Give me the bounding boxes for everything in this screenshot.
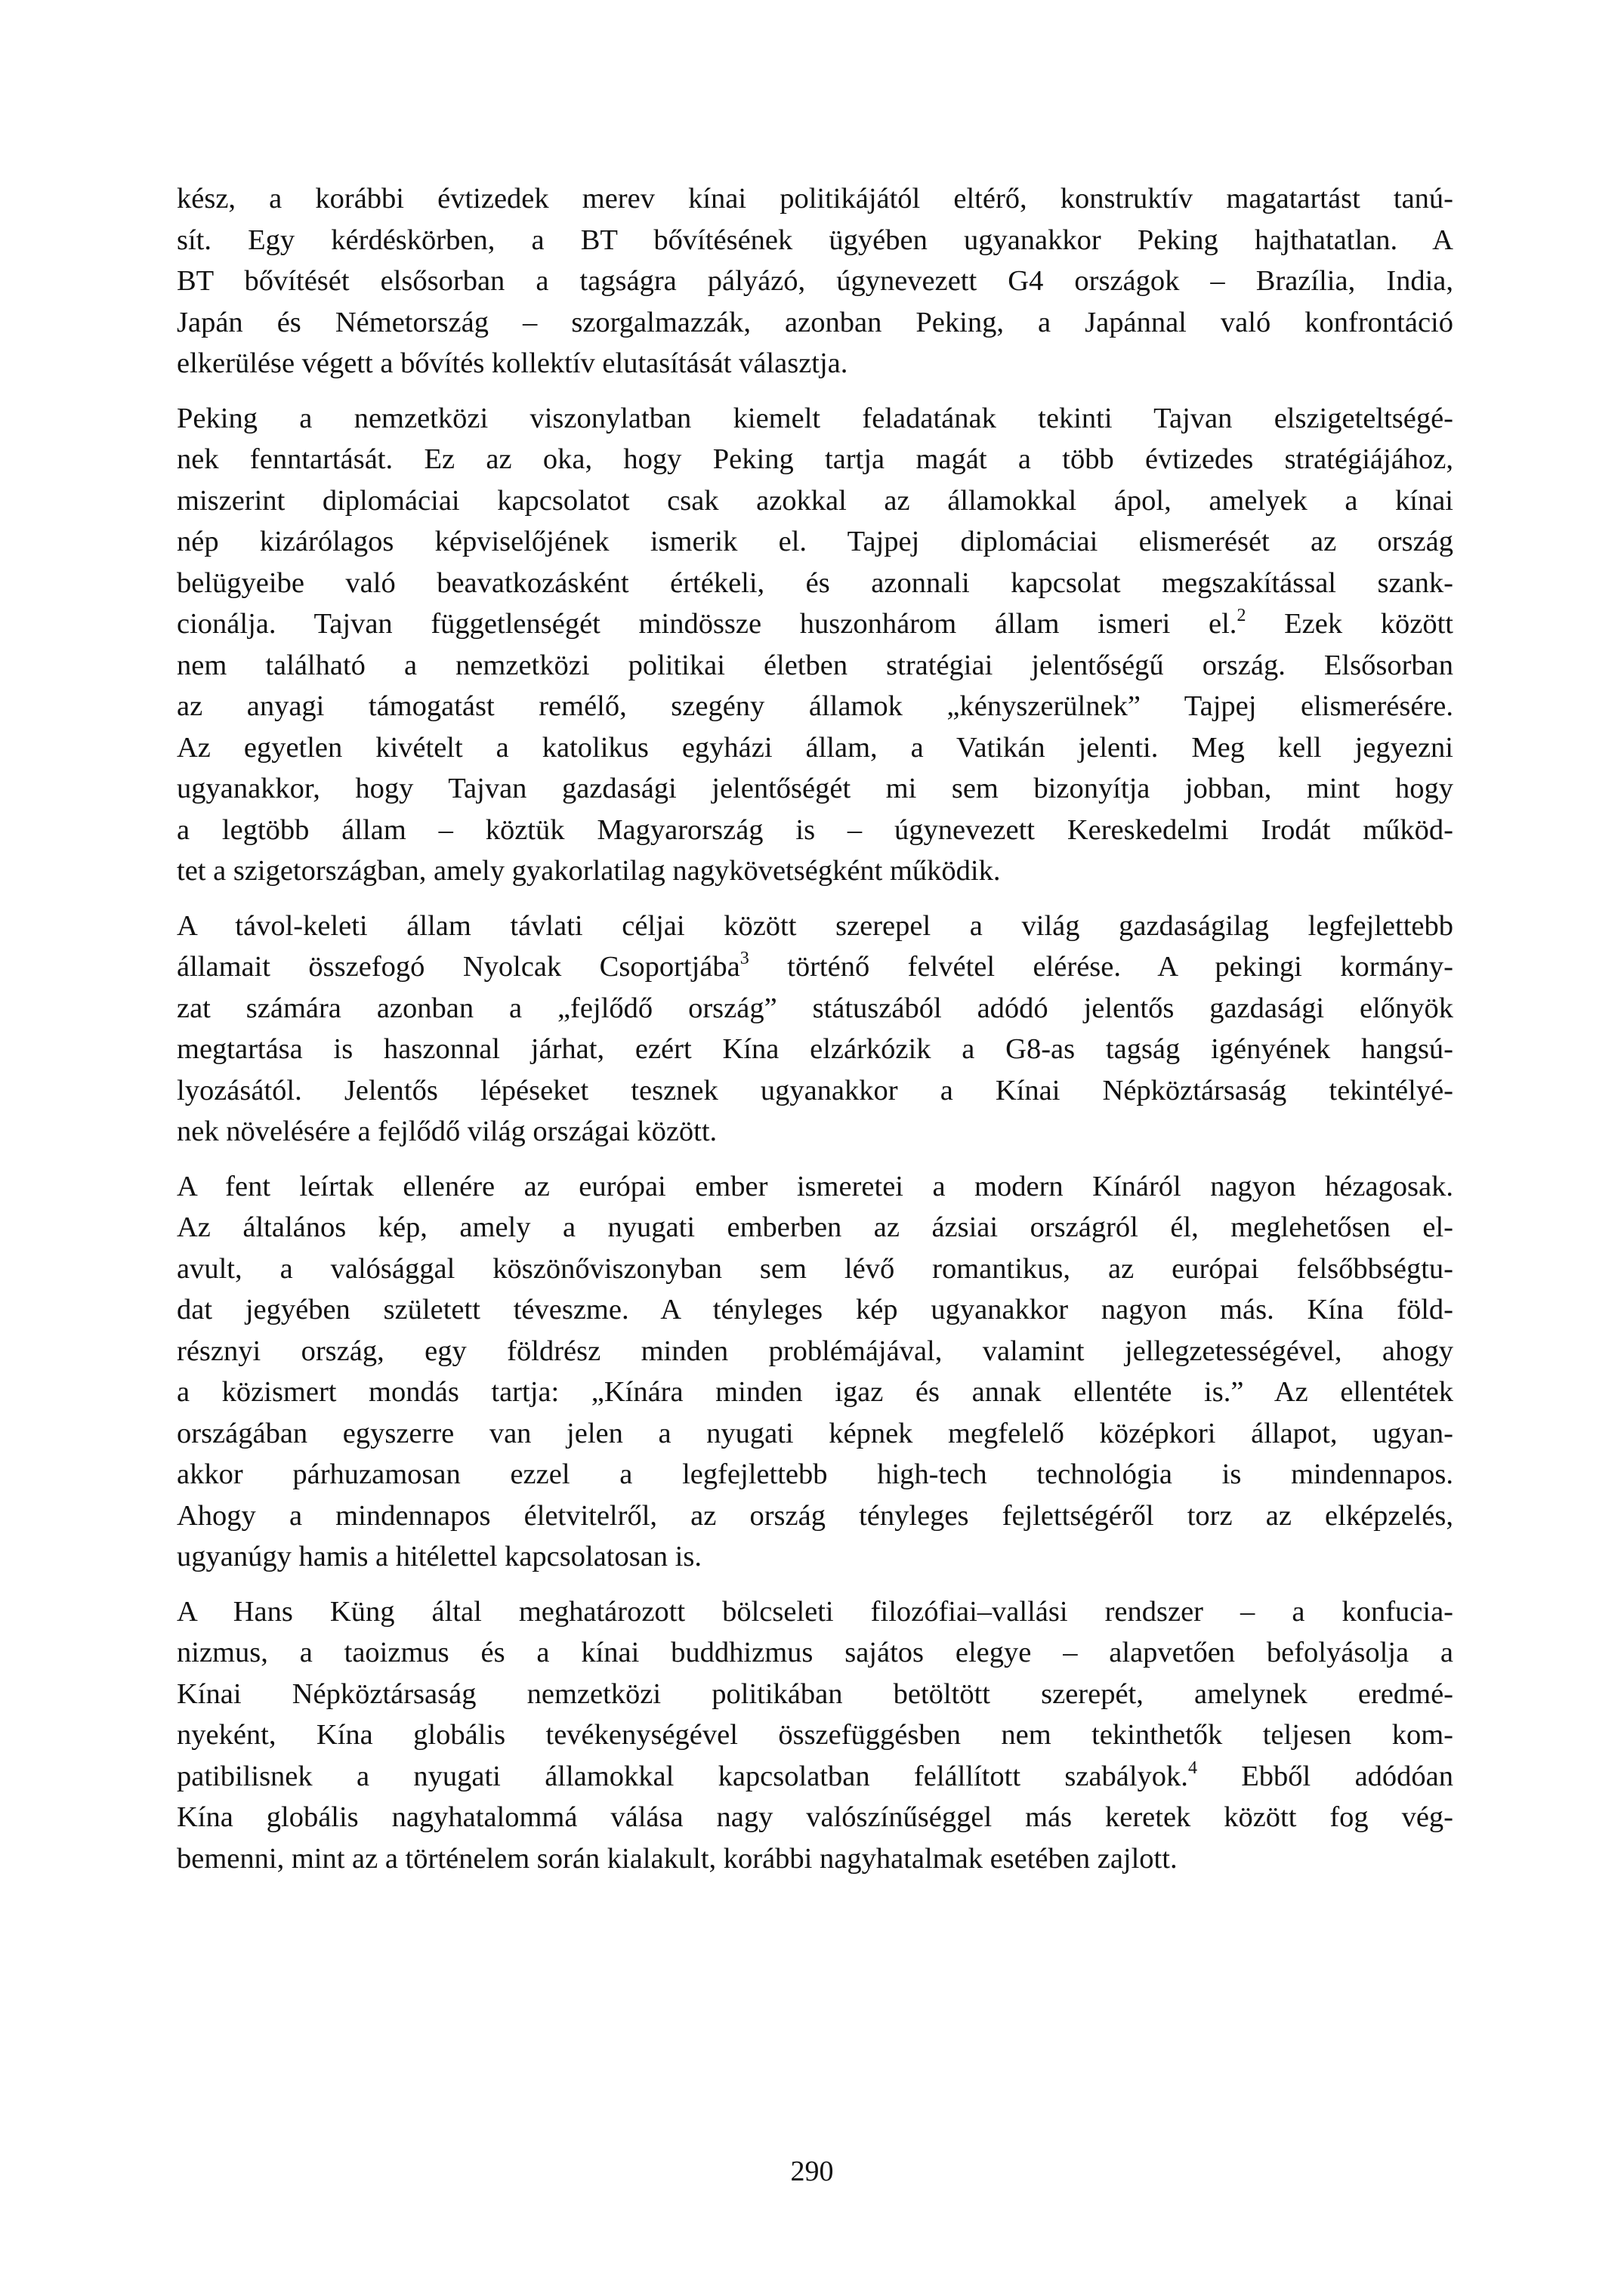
text-line: nyeként, Kína globális tevékenységével összefüggésben nem tekinthetők teljesen kom- xyxy=(177,1719,1453,1751)
text-line: megtartása is haszonnal járhat, ezért Kína elzárkózik a G8-as tagság igényének hangsú- xyxy=(177,1033,1453,1065)
text-line: országában egyszerre van jelen a nyugati képnek megfelelő középkori állapot, ugyan- xyxy=(177,1417,1453,1449)
paragraph-2 xyxy=(177,398,1453,892)
text-line: A távol-keleti állam távlati céljai között szerepel a világ gazdaságilag legfejlettebb xyxy=(177,909,1453,942)
text-line: bemenni, mint az a történelem során kialakult, korábbi nagyhatalmak esetében zajlott. xyxy=(177,1842,1178,1875)
footnote-ref-4[interactable]: 4 xyxy=(1187,1758,1197,1778)
footnote-ref-3[interactable]: 3 xyxy=(739,949,749,968)
text-line: nek fenntartását. Ez az oka, hogy Peking tartja magát a több évtizedes stratégiájához, xyxy=(177,443,1453,475)
text-line: Az egyetlen kivételt a katolikus egyházi állam, a Vatikán jelenti. Meg kell jegyezni xyxy=(177,731,1453,764)
footnote-ref-2[interactable]: 2 xyxy=(1237,606,1246,625)
paragraph-3 xyxy=(177,906,1453,1153)
text-line: zat számára azonban a „fejlődő ország” státuszából adódó jelentős gazdasági előnyök xyxy=(177,992,1453,1024)
text-line: Kína globális nagyhatalommá válása nagy valószínűséggel más keretek között fog vég- xyxy=(177,1801,1453,1833)
text-line: nép kizárólagos képviselőjének ismerik el. Tajpej diplomáciai elismerését az ország xyxy=(177,526,1453,557)
body-text xyxy=(177,178,1453,1893)
text-line: a közismert mondás tartja: „Kínára minden igaz és annak ellentéte is.” Az ellentétek xyxy=(177,1376,1453,1408)
text-line: Kínai Népköztársaság nemzetközi politikában betöltött szerepét, amelynek eredmé- xyxy=(177,1677,1453,1710)
paragraph-5 xyxy=(177,1591,1453,1880)
text-line xyxy=(177,1756,1453,1798)
text-segment: Ebből adódóan xyxy=(1196,1760,1453,1792)
text-segment: cionálja. Tajvan függetlenségét mindössze huszonhárom állam ismeri el. xyxy=(177,608,1237,640)
text-line: résznyi ország, egy földrész minden problémájával, valamint jellegzetességével, ahogy xyxy=(177,1335,1453,1367)
text-line: Az általános kép, amely a nyugati emberben az ázsiai országról él, meglehetősen el- xyxy=(177,1211,1453,1243)
text-segment: Ezek között xyxy=(1246,608,1453,640)
text-line: A fent leírtak ellenére az európai ember ismeretei a modern Kínáról nagyon hézagosak. xyxy=(177,1170,1453,1202)
text-line: ugyanakkor, hogy Tajvan gazdasági jelentőségét mi sem bizonyítja jobban, mint hogy xyxy=(177,773,1453,804)
text-segment: patibilisnek a nyugati államokkal kapcsolatban felállított szabályok. xyxy=(177,1760,1188,1792)
text-line: avult, a valósággal köszönőviszonyban sem lévő romantikus, az európai felsőbbségtu- xyxy=(177,1252,1453,1285)
text-line: nem található a nemzetközi politikai életben stratégiai jelentőségű ország. Elsősorban xyxy=(177,649,1453,681)
text-line: A Hans Küng által meghatározott bölcseleti filozófiai–vallási rendszer – a konfucia- xyxy=(177,1595,1453,1628)
text-line: tet a szigetországban, amely gyakorlatilag nagykövetségként működik. xyxy=(177,855,1001,887)
page-number: 290 xyxy=(790,2156,834,2187)
text-line: elkerülése végett a bővítés kollektív elutasítását választja. xyxy=(177,347,848,379)
paragraph-4 xyxy=(177,1166,1453,1578)
text-segment: történő felvétel elérése. A pekingi kormány- xyxy=(749,951,1453,983)
text-line: sít. Egy kérdéskörben, a BT bővítésének ügyében ugyanakkor Peking hajthatatlan. A xyxy=(177,224,1453,256)
text-line: kész, a korábbi évtizedek merev kínai politikájától eltérő, konstruktív magatartást tanú- xyxy=(177,183,1453,214)
text-line: Peking a nemzetközi viszonylatban kiemelt feladatának tekinti Tajvan elszigeteltségé- xyxy=(177,402,1453,434)
text-line: belügyeibe való beavatkozásként értékeli, és azonnali kapcsolat megszakítással szank- xyxy=(177,566,1453,599)
text-line: Ahogy a mindennapos életvitelről, az ország tényleges fejlettségéről torz az elképzelés, xyxy=(177,1499,1453,1532)
text-line: lyozásától. Jelentős lépéseket tesznek ugyanakkor a Kínai Népköztársaság tekintélyé- xyxy=(177,1074,1453,1106)
text-line: BT bővítését elsősorban a tagságra pályázó, úgynevezett G4 országok – Brazília, India, xyxy=(177,265,1453,297)
text-line xyxy=(177,603,1453,645)
text-line: a legtöbb állam – köztük Magyarország is – úgynevezett Kereskedelmi Irodát működ- xyxy=(177,813,1453,846)
text-line: miszerint diplomáciai kapcsolatot csak azokkal az államokkal ápol, amelyek a kínai xyxy=(177,484,1453,517)
text-line: nek növelésére a fejlődő világ országai között. xyxy=(177,1116,718,1147)
text-line: akkor párhuzamosan ezzel a legfejlettebb high-tech technológia is mindennapos. xyxy=(177,1458,1453,1490)
text-segment: államait összefogó Nyolcak Csoportjába xyxy=(177,951,740,983)
paragraph-1 xyxy=(177,178,1453,384)
text-line: nizmus, a taoizmus és a kínai buddhizmus sajátos elegye – alapvetően befolyásolja a xyxy=(177,1637,1453,1668)
text-line: Japán és Németország – szorgalmazzák, azonban Peking, a Japánnal való konfrontáció xyxy=(177,306,1453,338)
text-line xyxy=(177,946,1453,988)
text-line: az anyagi támogatást remélő, szegény államok „kényszerülnek” Tajpej elismerésére. xyxy=(177,690,1453,722)
text-line: dat jegyében született téveszme. A tényleges kép ugyanakkor nagyon más. Kína föld- xyxy=(177,1294,1453,1325)
text-line: ugyanúgy hamis a hitélettel kapcsolatosan is. xyxy=(177,1541,702,1572)
